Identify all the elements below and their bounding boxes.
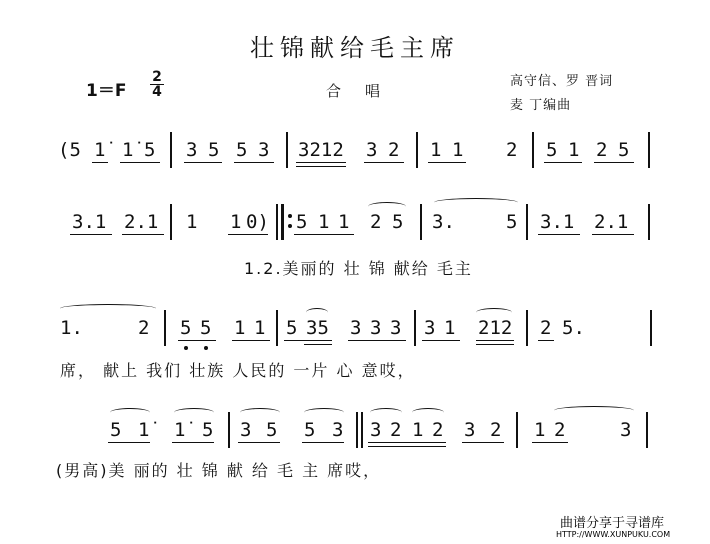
bar-line xyxy=(648,132,650,168)
note: 2 xyxy=(390,419,402,441)
note: 1 xyxy=(318,211,330,233)
watermark-url: HTTP://WWW.XUNPUKU.COM xyxy=(556,530,671,539)
note: 35 xyxy=(306,317,329,339)
bar-line xyxy=(646,412,648,448)
bar-line xyxy=(648,204,650,240)
note: (5 xyxy=(58,139,81,161)
bar-line xyxy=(420,204,422,240)
note: 3 xyxy=(370,317,382,339)
note: 2 xyxy=(540,317,552,339)
bar-line xyxy=(414,310,416,346)
note: 5 xyxy=(144,139,156,161)
note: 2 xyxy=(554,419,566,441)
bar-line xyxy=(650,310,652,346)
bar-line xyxy=(532,132,534,168)
performance-style: 合唱 xyxy=(326,82,405,100)
note: 3 xyxy=(424,317,436,339)
note: 3 xyxy=(350,317,362,339)
time-signature xyxy=(150,70,164,99)
note: 1 xyxy=(534,419,546,441)
note: 1 xyxy=(186,211,198,233)
note: 1̇ xyxy=(122,139,134,161)
note: 3 xyxy=(390,317,402,339)
note: 5 xyxy=(266,419,278,441)
note: 212 xyxy=(478,317,513,339)
lyrics-line: 1.2.美丽的 壮 锦 献给 毛主 xyxy=(244,259,473,278)
note: 1 xyxy=(452,139,464,161)
note: 5 xyxy=(506,211,518,233)
repeat-bar-thick xyxy=(281,204,284,240)
note: 1̇ xyxy=(94,139,106,161)
bar-line xyxy=(416,132,418,168)
composer-credit: 麦 丁编曲 xyxy=(510,98,572,113)
time-signature-bottom: 4 xyxy=(152,84,162,100)
note: 3 xyxy=(464,419,476,441)
note: 2.1 xyxy=(594,211,629,233)
bar-line xyxy=(356,412,358,448)
note: 2 xyxy=(432,419,444,441)
note: 3 xyxy=(240,419,252,441)
note: 3 xyxy=(370,419,382,441)
bar-line xyxy=(286,132,288,168)
note: 2.1 xyxy=(124,211,159,233)
note: 1 xyxy=(230,211,242,233)
note: 5 xyxy=(110,419,122,441)
note: 1 xyxy=(338,211,350,233)
note: 5 xyxy=(200,317,212,339)
note: 3212 xyxy=(298,139,344,161)
note: 2 xyxy=(388,139,400,161)
bar-line xyxy=(276,310,278,346)
note: 1 xyxy=(568,139,580,161)
note: 5 xyxy=(304,419,316,441)
key-signature: 1＝F xyxy=(86,81,127,101)
note: 1̇ xyxy=(174,419,186,441)
song-title: 壮锦献给毛主席 xyxy=(250,34,460,62)
note: 2 xyxy=(138,317,150,339)
note: 5. xyxy=(562,317,585,339)
note: 1. xyxy=(60,317,83,339)
note: 0) xyxy=(246,211,269,233)
note: 1̇ xyxy=(138,419,150,441)
note: 3 xyxy=(186,139,198,161)
note: 5 xyxy=(286,317,298,339)
note: 1 xyxy=(234,317,246,339)
note: 3 xyxy=(258,139,270,161)
note: 1 xyxy=(444,317,456,339)
note: 3.1 xyxy=(72,211,107,233)
note: 3 xyxy=(620,419,632,441)
note: 3 xyxy=(332,419,344,441)
note: 5 xyxy=(180,317,192,339)
note: 5 xyxy=(618,139,630,161)
time-signature-top: 2 xyxy=(152,69,162,85)
note: 2 xyxy=(490,419,502,441)
bar-line xyxy=(170,132,172,168)
note: 5 xyxy=(392,211,404,233)
note: 2 xyxy=(506,139,518,161)
bar-line xyxy=(526,204,528,240)
note: 5 xyxy=(208,139,220,161)
note: 1 xyxy=(254,317,266,339)
score-row-4 xyxy=(0,419,710,480)
lyricist-credit: 高守信、罗 晋词 xyxy=(510,74,614,89)
bar-line xyxy=(516,412,518,448)
note: 2 xyxy=(370,211,382,233)
bar-line xyxy=(164,310,166,346)
lyrics-line: 席， 献上 我们 壮族 人民的 一片 心 意哎， xyxy=(60,361,416,380)
bar-line xyxy=(526,310,528,346)
lyrics-line: (男高)美 丽的 壮 锦 献 给 毛 主 席哎， xyxy=(56,461,382,480)
note: 3 xyxy=(366,139,378,161)
score-row-3 xyxy=(0,317,710,380)
note: 2 xyxy=(596,139,608,161)
bar-line xyxy=(361,412,363,448)
watermark-site-name: 曲谱分享于寻谱库 xyxy=(560,516,665,531)
score-row-2 xyxy=(0,211,710,278)
bar-line xyxy=(170,204,172,240)
note: 5 xyxy=(236,139,248,161)
repeat-bar xyxy=(276,204,278,240)
note: 1 xyxy=(412,419,424,441)
score-row-1 xyxy=(0,140,710,180)
bar-line xyxy=(228,412,230,448)
note: 1 xyxy=(430,139,442,161)
note: 3. xyxy=(432,211,455,233)
note: 5 xyxy=(546,139,558,161)
note: 5 xyxy=(296,211,308,233)
note: 5 xyxy=(202,419,214,441)
note: 3.1 xyxy=(540,211,575,233)
